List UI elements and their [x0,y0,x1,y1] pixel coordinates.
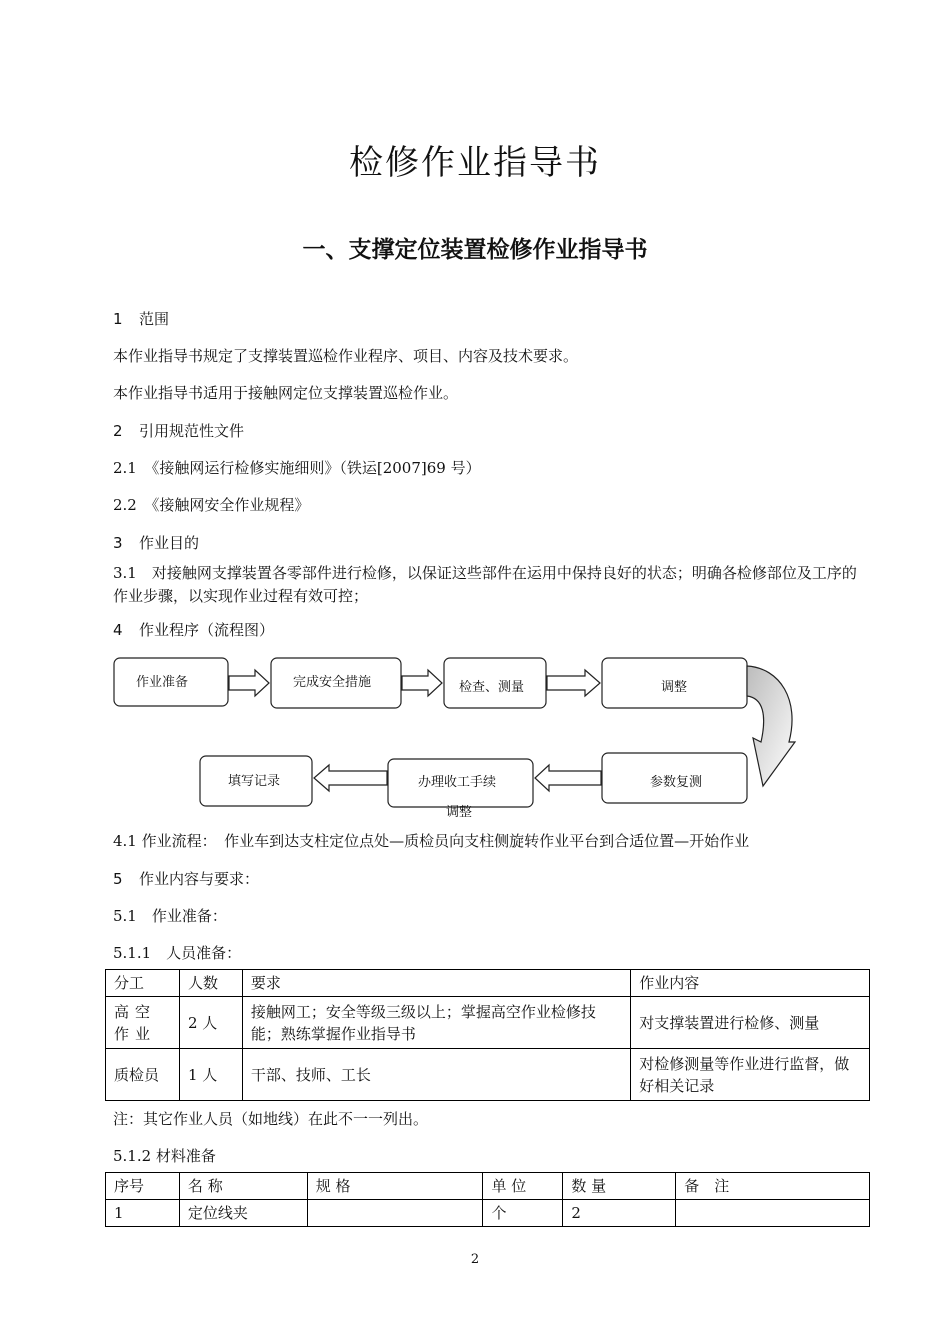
heading-references: 2 引用规范性文件 [113,422,245,440]
arrow-left-icon [535,765,601,791]
svg-text:检查、测量: 检查、测量 [459,680,525,695]
reference-1: 2.1 《接触网运行检修实施细则》（铁运[2007]69 号） [113,459,481,477]
heading-scope: 1 范围 [113,310,170,328]
table-header-cell: 备 注 [676,1173,870,1200]
table-header-row [106,970,870,997]
table-header-cell: 分工 [106,970,180,997]
staff-note: 注：其它作业人员（如地线）在此不一一列出。 [113,1110,429,1128]
svg-text:填写记录: 填写记录 [228,774,281,789]
flow-box-safety [271,658,401,708]
subsection-5-1: 5.1 作业准备： [113,907,227,925]
flow-box-record [200,756,312,806]
table-header-cell: 人数 [179,970,242,997]
table-cell: 1 [106,1200,180,1227]
table-cell: 接触网工；安全等级三级以上；掌握高空作业检修技能；熟练掌握作业指导书 [242,997,630,1049]
svg-text:作业准备: 作业准备 [136,675,189,690]
heading-procedure: 4 作业程序（流程图） [113,621,275,639]
table-cell: 高空作业 [106,997,180,1049]
heading-purpose: 3 作业目的 [113,534,200,552]
scope-paragraph-1: 本作业指导书规定了支撑装置巡检作业程序、项目、内容及技术要求。 [113,347,579,365]
svg-text:调整: 调整 [661,680,688,695]
table-header-cell: 单 位 [483,1173,563,1200]
table-row [106,997,870,1049]
table-cell: 质检员 [106,1049,180,1101]
table-header-cell: 作业内容 [631,970,870,997]
table-cell: 定位线夹 [179,1200,307,1227]
page-number: 2 [470,1252,480,1267]
table-cell: 2 [563,1200,676,1227]
flow-box-adjust [602,658,747,708]
arrow-right-icon [402,670,442,696]
table-header-cell: 序号 [106,1173,180,1200]
table-cell [676,1200,870,1227]
staff-table [105,969,870,1101]
curved-arrow-icon [747,666,795,786]
procedure-flowchart [105,650,805,825]
material-table [105,1172,870,1227]
subsection-5-1-1: 5.1.1 人员准备： [113,944,242,962]
svg-text:参数复测: 参数复测 [650,775,703,790]
table-header-cell: 名 称 [179,1173,307,1200]
arrow-right-icon [229,670,269,696]
table-cell: 干部、技师、工长 [242,1049,630,1101]
table-cell: 2 人 [179,997,242,1049]
reference-2: 2.2 《接触网安全作业规程》 [113,496,310,514]
heading-content: 5 作业内容与要求： [113,870,260,888]
flow-box-finish [388,759,533,807]
svg-text:完成安全措施: 完成安全措施 [293,675,372,690]
table-row [106,1200,870,1227]
table-cell: 对支撑装置进行检修、测量 [631,997,870,1049]
document-title: 检修作业指导书 [349,143,601,183]
table-header-cell: 数 量 [563,1173,676,1200]
flow-box-prepare [114,658,228,706]
table-cell: 个 [483,1200,563,1227]
flow-description: 4.1 作业流程： 作业车到达支柱定位点处—质检员向支柱侧旋转作业平台到合适位置—开始作业 [113,832,750,850]
table-cell: 1 人 [179,1049,242,1101]
arrow-right-icon [547,670,600,696]
scope-paragraph-2: 本作业指导书适用于接触网定位支撑装置巡检作业。 [113,384,459,402]
svg-text:办理收工手续: 办理收工手续 [418,775,497,790]
table-cell [307,1200,483,1227]
table-header-cell: 要求 [242,970,630,997]
purpose-paragraph: 3.1 对接触网支撑装置各零部件进行检修，以保证这些部件在运用中保持良好的状态；明确各检修部位及工序的作业步骤，以实现作业过程有效可控； [113,564,857,605]
flow-box-retest [602,753,747,803]
section-title: 一、支撑定位装置检修作业指导书 [302,237,648,263]
table-header-cell: 规 格 [307,1173,483,1200]
table-header-row [106,1173,870,1200]
flow-stray-label: 调整 [446,805,473,820]
arrow-left-icon [314,765,387,791]
subsection-5-1-2: 5.1.2 材料准备 [113,1147,216,1165]
table-row [106,1049,870,1101]
flow-box-inspect [444,658,546,708]
table-cell: 对检修测量等作业进行监督，做好相关记录 [631,1049,870,1101]
